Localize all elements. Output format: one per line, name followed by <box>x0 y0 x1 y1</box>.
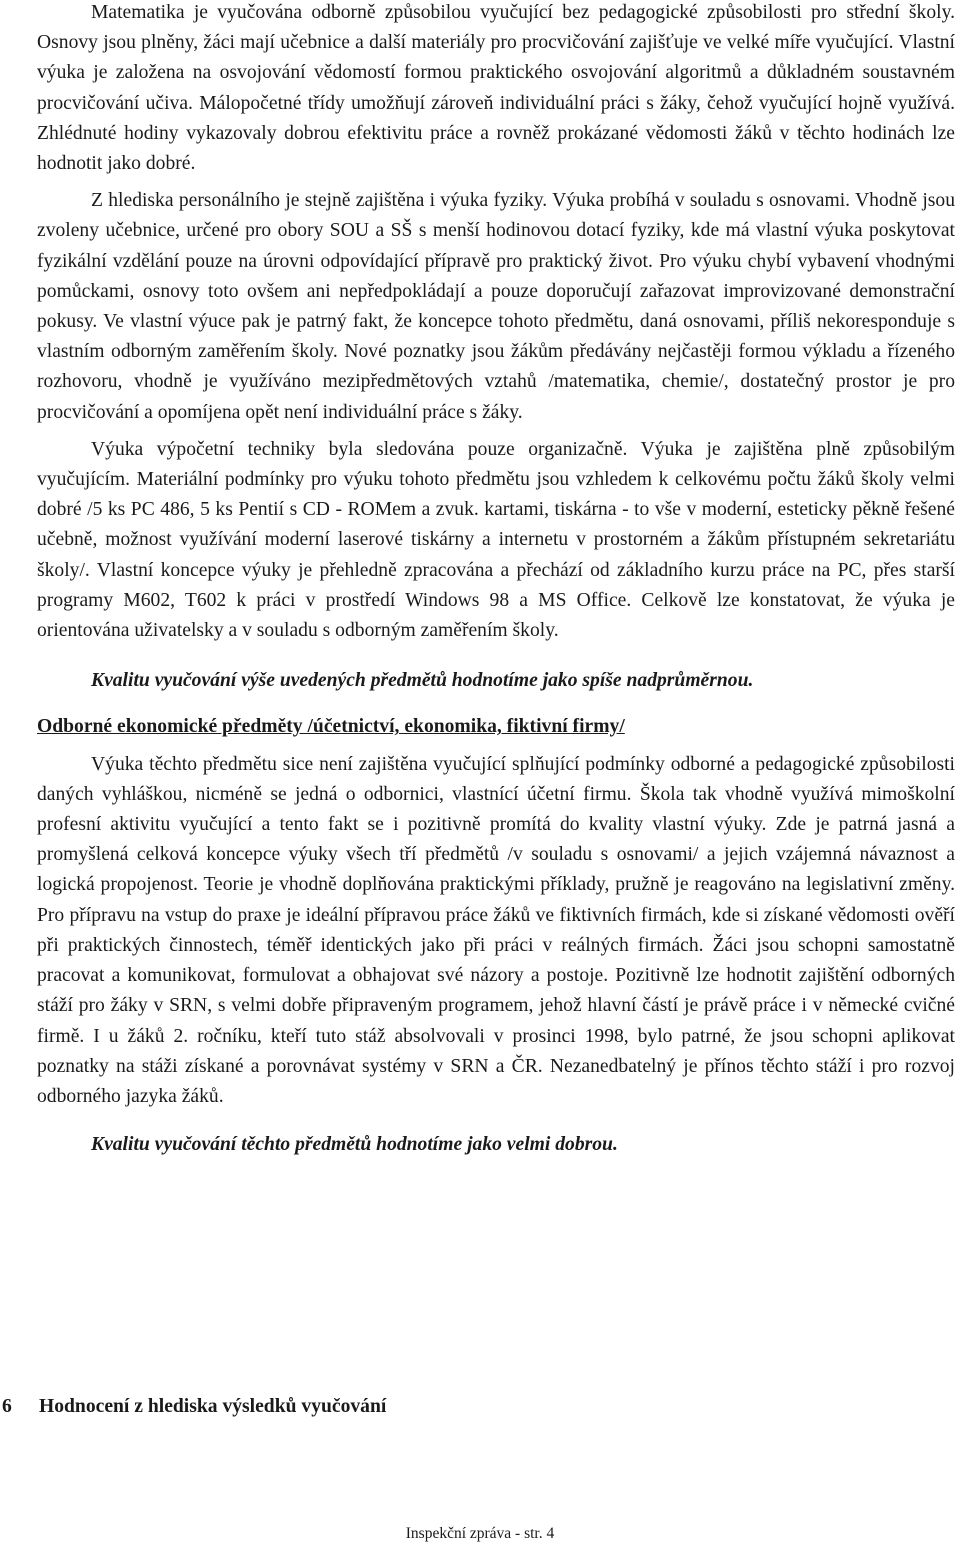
paragraph-mathematics: Matematika je vyučována odborně způsobilou vyučující bez pedagogické způsobilosti pro střední školy. Osnovy jsou plněny, žáci mají učebnice a další materiály pro procvičování zajišťuje ve velké míře vyučující. Vlastní výuka je založena na osvojování vědomostí formou praktického osvojování algoritmů a důkladném soustavném procvičování učiva. Málopočetné třídy umožňují zároveň individuální práci s žáky, čehož vyučující hojně využívá. Zhlédnuté hodiny vykazovaly dobrou efektivitu práce a rovněž prokázané vědomosti žáků v těchto hodinách lze hodnotit jako dobré. <box>37 2 955 175</box>
paragraph-physics: Z hlediska personálního je stejně zajištěna i výuka fyziky. Výuka probíhá v souladu s osnovami. Vhodně jsou zvoleny učebnice, určené pro obory SOU a SŠ s menší hodinovou dotací fyziky, kde má vlastní výuka poskytovat fyzikální vzdělání pouze na úrovni odpovídající přípravě pro praktický život. Pro výuku chybí vybavení vhodnými pomůckami, osnovy toto ovšem ani nepředpokládají a pouze doporučují zařazovat improvizované demonstrační pokusy. Ve vlastní výuce pak je patrný fakt, že koncepce tohoto předmětu, daná osnovami, příliš nekoresponduje s vlastním odborným zaměřením školy. Nové poznatky jsou žákům předávány nejčastěji formou výkladu a řízeného rozhovoru, vhodně je využíváno mezipředmětových vztahů /matematika, chemie/, dostatečný prostor je pro procvičování a opomíjena opět není individuální práce s žáky. <box>37 190 955 423</box>
verdict-economic-subjects: Kvalitu vyučování těchto předmětů hodnotíme jako velmi dobrou. <box>91 1134 618 1156</box>
verdict-general-subjects: Kvalitu vyučování výše uvedených předmětů hodnotíme jako spíše nadprůměrnou. <box>91 670 754 692</box>
heading-economic-subjects: Odborné ekonomické předměty /účetnictví, ekonomika, fiktivní firmy/ <box>37 716 625 738</box>
paragraph-computing: Výuka výpočetní techniky byla sledována pouze organizačně. Výuka je zajištěna plně způsobilým vyučujícím. Materiální podmínky pro výuku tohoto předmětu jsou vzhledem k celkovému počtu žáků školy velmi dobré /5 ks PC 486, 5 ks Pentií s CD - ROMem a zvuk. kartami, tiskárna - to vše v moderní, esteticky pěkně řešené učebně, možnost využívání moderní laserové tiskárny a internetu v prostorném a žákům přístupném sekretariátu školy/. Vlastní koncepce výuky je přehledně zpracována a přechází od základního kurzu práce na PC, přes starší programy M602, T602 k práci v prostředí Windows 98 a MS Office. Celkově lze konstatovat, že výuka je orientována uživatelsky a v souladu s odborným zaměřením školy. <box>37 438 955 642</box>
paragraph-economic-subjects: Výuka těchto předmětu sice není zajištěna vyučující splňující podmínky odborné a pedagogické způsobilosti daných vyhláškou, nicméně se jedná o odbornici, vlastnící účetní firmu. Škola tak vhodně využívá mimoškolní profesní aktivitu vyučující a tento fakt se i pozitivně promítá do kvality vlastní výuky. Zde je patrná jasná a promyšlená celková koncepce výuky všech tří předmětů /v souladu s osnovami/ a jejich vzájemná návaznost a logická propojenost. Teorie je vhodně doplňována praktickými příklady, pružně je reagováno na legislativní změny. Pro přípravu na vstup do praxe je ideální přípravou práce žáků ve fiktivních firmách, kde si získané vědomosti ověří při praktických činnostech, téměř identických jako při práci v reálných firmách. Žáci jsou schopni samostatně pracovat a komunikovat, formulovat a obhajovat své názory a postoje. Pozitivně lze hodnotit zajištění odborných stáží pro žáky v SRN, s velmi dobře připraveným programem, jehož hlavní částí je právě práce i v německé cvičné firmě. I u žáků 2. ročníku, kteří tuto stáž absolvovali v prosinci 1998, bylo patrné, že jsou schopni aplikovat poznatky na stáži získané a porovnávat systémy v SRN a ČR. Nezanedbatelný je přínos těchto stáží i pro rozvoj odborného jazyka žáků. <box>37 753 955 1107</box>
section-title: Hodnocení z hlediska výsledků vyučování <box>39 1396 387 1417</box>
section-number: 6 <box>2 1396 12 1417</box>
document-page <box>37 0 955 1160</box>
page-footer: Inspekční zpráva - str. 4 <box>405 1525 555 1542</box>
section-heading <box>0 1392 386 1422</box>
